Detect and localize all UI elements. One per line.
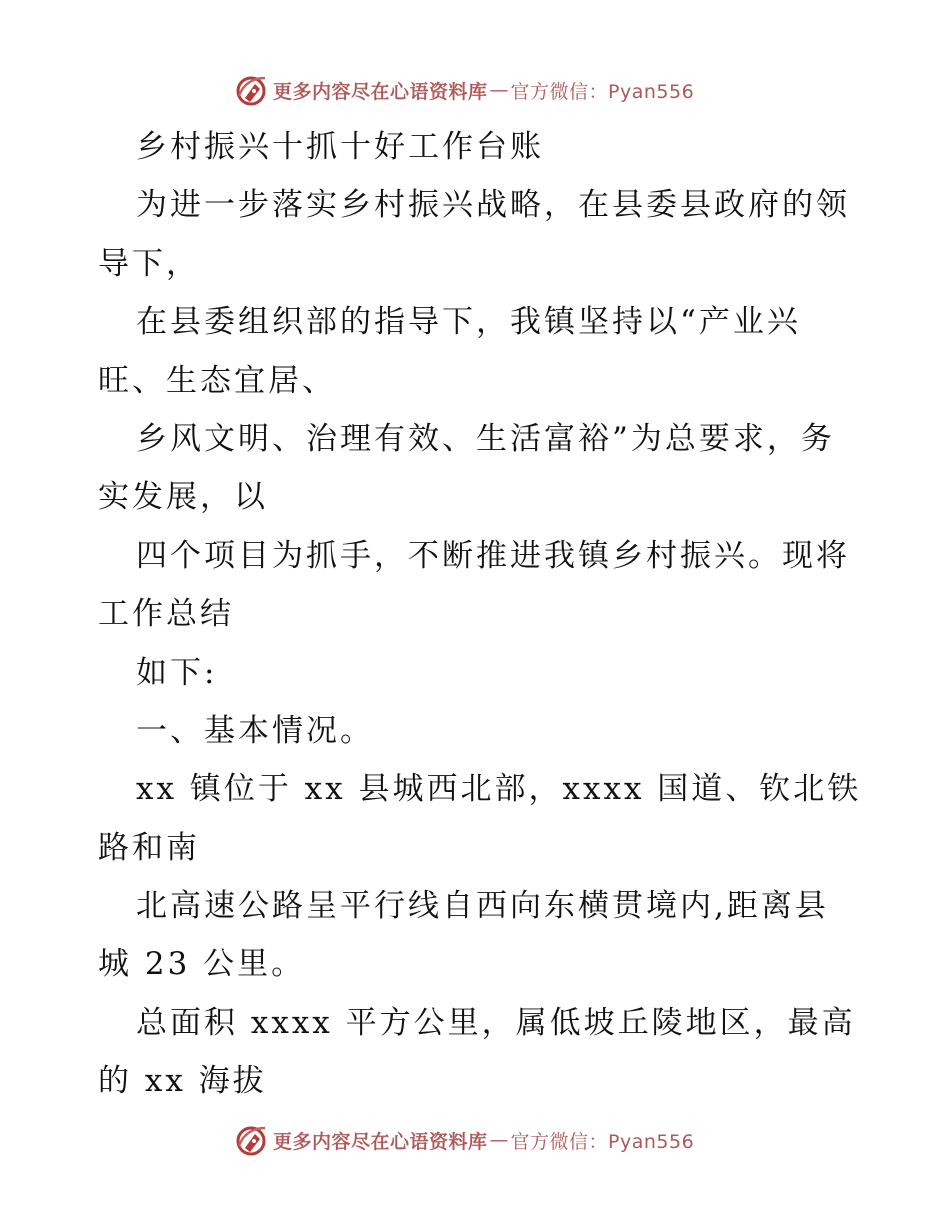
paragraph-line: 工作总结 <box>98 596 234 633</box>
paragraph-line: 乡风文明、治理有效、生活富裕”为总要求，务 <box>136 420 835 457</box>
paragraph-line: 城 23 公里。 <box>98 946 306 983</box>
header-contact-text: 官方微信：Pyan556 <box>510 80 695 103</box>
section-heading: 一、基本情况。 <box>136 712 374 749</box>
footer-contact-text: 官方微信：Pyan556 <box>510 1130 695 1153</box>
document-body <box>98 118 862 1111</box>
paragraph-line: 如下: <box>136 654 218 691</box>
paragraph-line: 为进一步落实乡村振兴战略，在县委县政府的领 <box>136 187 850 224</box>
paragraph-line: 在县委组织部的指导下，我镇坚持以“产业兴 <box>136 304 801 341</box>
paragraph-line: 北高速公路呈平行线自西向东横贯境内,距离县 <box>136 888 829 925</box>
header-dash: — <box>489 79 509 101</box>
pen-nib-logo-icon <box>233 72 269 108</box>
paragraph-line: 实发展，以 <box>98 479 268 516</box>
paragraph-line: 的 xx 海拔 <box>98 1063 267 1100</box>
paragraph-line: 四个项目为抓手，不断推进我镇乡村振兴。现将 <box>136 537 850 574</box>
footer-watermark-banner <box>233 1120 694 1160</box>
paragraph-line: 导下， <box>98 245 200 282</box>
footer-site-text: 更多内容尽在心语资料库 <box>273 1130 488 1153</box>
paragraph-line: xx 镇位于 xx 县城西北部，xxxx 国道、钦北铁 <box>136 771 862 808</box>
document-title: 乡村振兴十抓十好工作台账 <box>136 129 544 165</box>
paragraph-line: 路和南 <box>98 829 200 866</box>
header-site-text: 更多内容尽在心语资料库 <box>273 80 488 103</box>
paragraph-line: 旺、生态宜居、 <box>98 362 336 399</box>
paragraph-line: 总面积 xxxx 平方公里，属低坡丘陵地区，最高 <box>136 1004 856 1041</box>
footer-dash: — <box>489 1129 509 1151</box>
header-watermark-banner <box>233 70 694 110</box>
pen-nib-logo-icon <box>233 1122 269 1158</box>
